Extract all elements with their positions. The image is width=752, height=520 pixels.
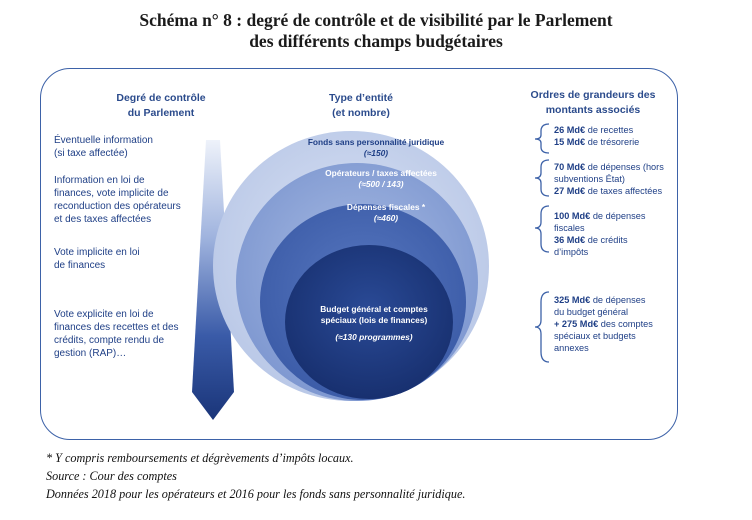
amount-1a-text: de recettes [585,125,634,135]
amount-4b-text-2: spéciaux et budgets [554,331,636,341]
amount-4b-value: + 275 Md€ [554,319,599,329]
entity-tax-expenditures-name: Dépenses fiscales * [346,202,426,212]
left-heading-line-2: du Parlement [127,107,195,119]
amount-3b-value: 36 Md€ [554,235,586,245]
control-level-1-line-2: (si taxe affectée) [54,148,128,159]
control-level-2 [54,174,196,226]
footnote-data-years: Données 2018 pour les opérateurs et 2016 pour les fonds sans personnalité juridique. [46,487,466,501]
control-level-2-line-4: et des taxes affectées [54,214,152,225]
center-column-heading [306,91,416,121]
entity-funds-label [286,137,466,159]
control-level-4-line-1: Vote explicite en loi de [54,309,154,320]
control-level-2-line-1: Information en loi de [54,175,145,186]
brace-1 [535,124,549,153]
entity-general-budget-name-line-2: spéciaux (lois de finances) [320,315,428,325]
amount-1b-value: 15 Md€ [554,137,586,147]
entity-operators-name: Opérateurs / taxes affectées [325,168,437,178]
amount-group-1 [554,124,674,148]
figure-title-line-2: des différents champs budgétaires [249,31,503,51]
footnote-source: Source : Cour des comptes [46,469,177,483]
right-column-heading [518,88,668,118]
entity-funds-count: (≈150) [363,148,389,158]
amount-3a-text-2: fiscales [554,223,585,233]
amount-4a-value: 325 Md€ [554,295,591,305]
amount-2a-text-2: subventions État) [554,174,625,184]
amount-4b-text-3: annexes [554,343,589,353]
control-level-4 [54,308,196,360]
amount-3a-value: 100 Md€ [554,211,591,221]
amount-1a-value: 26 Md€ [554,125,586,135]
control-level-1-line-1: Éventuelle information [54,135,153,146]
entity-general-budget-count: (≈130 programmes) [335,332,413,342]
control-level-4-line-2: finances des recettes et des [54,322,179,333]
figure-title-line-1: Schéma n° 8 : degré de contrôle et de visibilité par le Parlement [139,10,613,30]
right-braces [535,124,549,362]
entity-general-budget-name-line-1: Budget général et comptes [320,304,428,314]
brace-3 [535,206,549,252]
control-level-4-line-3: crédits, compte rendu de [54,335,165,346]
amount-group-4 [554,294,674,354]
entity-operators-count: (≈500 / 143) [358,179,404,189]
brace-4 [535,292,549,362]
amount-group-2 [554,161,674,197]
amount-3b-text-2: d’impôts [554,247,589,257]
control-level-3 [54,246,196,272]
amount-4a-text-2: du budget général [554,307,629,317]
brace-2 [535,160,549,196]
control-level-2-line-3: reconduction des opérateurs [54,201,181,212]
right-heading-line-2: montants associés [545,104,641,116]
left-column-heading [96,91,226,121]
entity-general-budget-label [304,304,444,343]
entity-operators-label [296,168,466,190]
control-level-2-line-2: finances, vote implicite de [54,188,169,199]
amount-3a-text: de dépenses [590,211,646,221]
amount-4a-text: de dépenses [590,295,646,305]
amount-2b-text: de taxes affectées [585,186,663,196]
amount-3b-text: de crédits [585,235,628,245]
amount-2a-value: 70 Md€ [554,162,586,172]
control-level-3-line-1: Vote implicite en loi [54,247,140,258]
amount-2b-value: 27 Md€ [554,186,586,196]
center-heading-line-1: Type d’entité [329,92,393,104]
amount-4b-text: des comptes [598,319,653,329]
entity-funds-name: Fonds sans personnalité juridique [307,137,445,147]
amount-group-3 [554,210,674,258]
entity-tax-expenditures-count: (≈460) [373,213,399,223]
entity-tax-expenditures-label [306,202,466,224]
center-heading-line-2: (et nombre) [332,107,390,119]
control-level-3-line-2: de finances [54,260,106,271]
amount-2a-text: de dépenses (hors [585,162,664,172]
right-heading-line-1: Ordres de grandeurs des [530,89,656,101]
left-heading-line-1: Degré de contrôle [116,92,206,104]
control-level-4-line-4: gestion (RAP)… [54,348,127,359]
control-level-1 [54,134,196,160]
footnote-tax-note: * Y compris remboursements et dégrèvements d’impôts locaux. [46,451,354,465]
amount-1b-text: de trésorerie [585,137,640,147]
